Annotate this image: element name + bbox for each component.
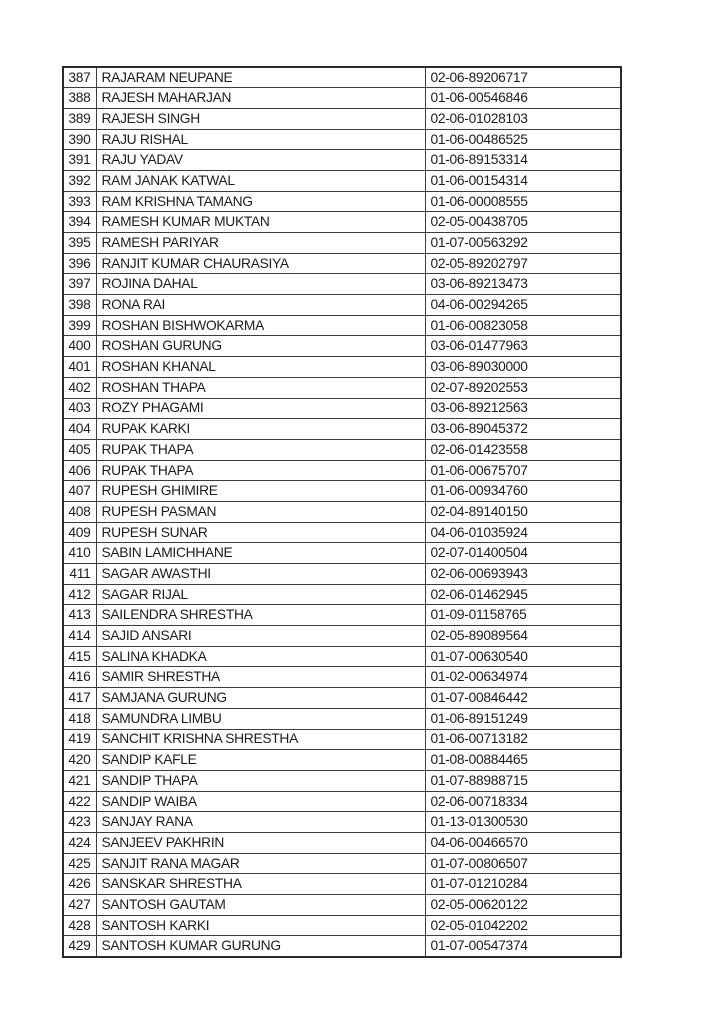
id-cell: 02-04-89140150 bbox=[425, 501, 621, 522]
serial-cell: 399 bbox=[63, 315, 96, 336]
serial-cell: 413 bbox=[63, 605, 96, 626]
serial-cell: 421 bbox=[63, 770, 96, 791]
table-row bbox=[63, 398, 621, 419]
table-row bbox=[63, 129, 621, 150]
name-cell: ROZY PHAGAMI bbox=[96, 398, 425, 419]
name-cell: RAMESH PARIYAR bbox=[96, 233, 425, 254]
serial-cell: 418 bbox=[63, 708, 96, 729]
name-cell: RAJESH MAHARJAN bbox=[96, 88, 425, 109]
serial-cell: 387 bbox=[63, 67, 96, 88]
name-cell: SANCHIT KRISHNA SHRESTHA bbox=[96, 729, 425, 750]
name-cell: SANJAY RANA bbox=[96, 812, 425, 833]
table-row bbox=[63, 67, 621, 88]
id-cell: 01-09-01158765 bbox=[425, 605, 621, 626]
id-cell: 02-05-89202797 bbox=[425, 253, 621, 274]
id-cell: 01-02-00634974 bbox=[425, 667, 621, 688]
serial-cell: 422 bbox=[63, 791, 96, 812]
serial-cell: 403 bbox=[63, 398, 96, 419]
name-cell: RANJIT KUMAR CHAURASIYA bbox=[96, 253, 425, 274]
table-row bbox=[63, 253, 621, 274]
table-row bbox=[63, 646, 621, 667]
table-row bbox=[63, 315, 621, 336]
serial-cell: 408 bbox=[63, 501, 96, 522]
id-cell: 01-07-00846442 bbox=[425, 688, 621, 709]
name-cell: RONA RAI bbox=[96, 295, 425, 316]
name-cell: SANDIP KAFLE bbox=[96, 750, 425, 771]
table-row bbox=[63, 233, 621, 254]
id-cell: 01-06-00934760 bbox=[425, 481, 621, 502]
table-row bbox=[63, 874, 621, 895]
serial-cell: 429 bbox=[63, 936, 96, 957]
serial-cell: 420 bbox=[63, 750, 96, 771]
id-cell: 03-06-89213473 bbox=[425, 274, 621, 295]
serial-cell: 419 bbox=[63, 729, 96, 750]
id-cell: 02-06-00718334 bbox=[425, 791, 621, 812]
serial-cell: 409 bbox=[63, 522, 96, 543]
table-body bbox=[63, 67, 621, 957]
id-cell: 02-05-01042202 bbox=[425, 915, 621, 936]
id-cell: 01-06-89151249 bbox=[425, 708, 621, 729]
id-cell: 04-06-00466570 bbox=[425, 832, 621, 853]
id-cell: 01-07-00547374 bbox=[425, 936, 621, 957]
name-cell: SAGAR AWASTHI bbox=[96, 564, 425, 585]
name-cell: RUPESH PASMAN bbox=[96, 501, 425, 522]
id-cell: 03-06-89045372 bbox=[425, 419, 621, 440]
serial-cell: 391 bbox=[63, 150, 96, 171]
serial-cell: 423 bbox=[63, 812, 96, 833]
table-row bbox=[63, 336, 621, 357]
table-row bbox=[63, 191, 621, 212]
name-cell: RAM KRISHNA TAMANG bbox=[96, 191, 425, 212]
table-row bbox=[63, 770, 621, 791]
table-row bbox=[63, 170, 621, 191]
id-cell: 04-06-01035924 bbox=[425, 522, 621, 543]
serial-cell: 395 bbox=[63, 233, 96, 254]
serial-cell: 407 bbox=[63, 481, 96, 502]
id-cell: 01-06-00675707 bbox=[425, 460, 621, 481]
name-cell: SANTOSH KUMAR GURUNG bbox=[96, 936, 425, 957]
table-row bbox=[63, 708, 621, 729]
id-cell: 01-07-00806507 bbox=[425, 853, 621, 874]
table-row bbox=[63, 688, 621, 709]
id-cell: 01-07-88988715 bbox=[425, 770, 621, 791]
name-cell: SABIN LAMICHHANE bbox=[96, 543, 425, 564]
name-cell: ROSHAN KHANAL bbox=[96, 357, 425, 378]
serial-cell: 417 bbox=[63, 688, 96, 709]
id-cell: 02-05-89089564 bbox=[425, 626, 621, 647]
table-row bbox=[63, 501, 621, 522]
id-cell: 01-07-01210284 bbox=[425, 874, 621, 895]
id-cell: 01-08-00884465 bbox=[425, 750, 621, 771]
table-row bbox=[63, 729, 621, 750]
name-cell: RUPAK THAPA bbox=[96, 460, 425, 481]
name-cell: RAM JANAK KATWAL bbox=[96, 170, 425, 191]
table-row bbox=[63, 626, 621, 647]
table-row bbox=[63, 915, 621, 936]
serial-cell: 424 bbox=[63, 832, 96, 853]
serial-cell: 416 bbox=[63, 667, 96, 688]
name-cell: RAMESH KUMAR MUKTAN bbox=[96, 212, 425, 233]
serial-cell: 392 bbox=[63, 170, 96, 191]
serial-cell: 402 bbox=[63, 377, 96, 398]
serial-cell: 425 bbox=[63, 853, 96, 874]
id-cell: 02-06-01028103 bbox=[425, 108, 621, 129]
id-cell: 02-06-89206717 bbox=[425, 67, 621, 88]
name-cell: ROSHAN GURUNG bbox=[96, 336, 425, 357]
serial-cell: 427 bbox=[63, 895, 96, 916]
table-row bbox=[63, 750, 621, 771]
name-cell: SANDIP THAPA bbox=[96, 770, 425, 791]
name-cell: SAMUNDRA LIMBU bbox=[96, 708, 425, 729]
serial-cell: 396 bbox=[63, 253, 96, 274]
name-cell: SAJID ANSARI bbox=[96, 626, 425, 647]
name-cell: SANSKAR SHRESTHA bbox=[96, 874, 425, 895]
id-cell: 01-06-89153314 bbox=[425, 150, 621, 171]
name-list-table bbox=[62, 66, 622, 958]
table-row bbox=[63, 439, 621, 460]
table-row bbox=[63, 460, 621, 481]
table-row bbox=[63, 936, 621, 957]
name-cell: RUPESH SUNAR bbox=[96, 522, 425, 543]
name-cell: SAILENDRA SHRESTHA bbox=[96, 605, 425, 626]
serial-cell: 414 bbox=[63, 626, 96, 647]
serial-cell: 410 bbox=[63, 543, 96, 564]
serial-cell: 401 bbox=[63, 357, 96, 378]
table-row bbox=[63, 212, 621, 233]
name-cell: RUPAK KARKI bbox=[96, 419, 425, 440]
table-row bbox=[63, 88, 621, 109]
id-cell: 01-06-00008555 bbox=[425, 191, 621, 212]
table-row bbox=[63, 667, 621, 688]
table-row bbox=[63, 791, 621, 812]
id-cell: 01-06-00546846 bbox=[425, 88, 621, 109]
serial-cell: 404 bbox=[63, 419, 96, 440]
serial-cell: 390 bbox=[63, 129, 96, 150]
name-cell: SANTOSH GAUTAM bbox=[96, 895, 425, 916]
id-cell: 01-06-00486525 bbox=[425, 129, 621, 150]
serial-cell: 415 bbox=[63, 646, 96, 667]
serial-cell: 398 bbox=[63, 295, 96, 316]
table-row bbox=[63, 357, 621, 378]
serial-cell: 405 bbox=[63, 439, 96, 460]
name-cell: SALINA KHADKA bbox=[96, 646, 425, 667]
name-cell: RAJU YADAV bbox=[96, 150, 425, 171]
id-cell: 02-07-01400504 bbox=[425, 543, 621, 564]
name-cell: ROSHAN THAPA bbox=[96, 377, 425, 398]
name-cell: ROJINA DAHAL bbox=[96, 274, 425, 295]
serial-cell: 394 bbox=[63, 212, 96, 233]
table-row bbox=[63, 150, 621, 171]
table-row bbox=[63, 564, 621, 585]
id-cell: 01-06-00823058 bbox=[425, 315, 621, 336]
name-cell: RAJESH SINGH bbox=[96, 108, 425, 129]
id-cell: 01-06-00713182 bbox=[425, 729, 621, 750]
table-row bbox=[63, 108, 621, 129]
id-cell: 01-07-00630540 bbox=[425, 646, 621, 667]
table-row bbox=[63, 419, 621, 440]
name-cell: ROSHAN BISHWOKARMA bbox=[96, 315, 425, 336]
table-row bbox=[63, 543, 621, 564]
serial-cell: 411 bbox=[63, 564, 96, 585]
id-cell: 03-06-01477963 bbox=[425, 336, 621, 357]
name-cell: RAJARAM NEUPANE bbox=[96, 67, 425, 88]
table-row bbox=[63, 522, 621, 543]
serial-cell: 393 bbox=[63, 191, 96, 212]
serial-cell: 428 bbox=[63, 915, 96, 936]
id-cell: 01-06-00154314 bbox=[425, 170, 621, 191]
table-row bbox=[63, 295, 621, 316]
table-row bbox=[63, 895, 621, 916]
name-cell: SANJEEV PAKHRIN bbox=[96, 832, 425, 853]
name-cell: SANTOSH KARKI bbox=[96, 915, 425, 936]
table-row bbox=[63, 812, 621, 833]
id-cell: 03-06-89212563 bbox=[425, 398, 621, 419]
serial-cell: 412 bbox=[63, 584, 96, 605]
id-cell: 02-05-00620122 bbox=[425, 895, 621, 916]
table-row bbox=[63, 853, 621, 874]
serial-cell: 426 bbox=[63, 874, 96, 895]
serial-cell: 406 bbox=[63, 460, 96, 481]
table-row bbox=[63, 481, 621, 502]
table-row bbox=[63, 377, 621, 398]
table-row bbox=[63, 584, 621, 605]
serial-cell: 388 bbox=[63, 88, 96, 109]
id-cell: 02-06-00693943 bbox=[425, 564, 621, 585]
name-cell: SAMJANA GURUNG bbox=[96, 688, 425, 709]
name-cell: SANDIP WAIBA bbox=[96, 791, 425, 812]
name-cell: SAGAR RIJAL bbox=[96, 584, 425, 605]
serial-cell: 400 bbox=[63, 336, 96, 357]
id-cell: 01-13-01300530 bbox=[425, 812, 621, 833]
table-row bbox=[63, 832, 621, 853]
serial-cell: 389 bbox=[63, 108, 96, 129]
id-cell: 02-05-00438705 bbox=[425, 212, 621, 233]
name-cell: RUPESH GHIMIRE bbox=[96, 481, 425, 502]
table-row bbox=[63, 274, 621, 295]
id-cell: 01-07-00563292 bbox=[425, 233, 621, 254]
id-cell: 02-06-01462945 bbox=[425, 584, 621, 605]
id-cell: 02-06-01423558 bbox=[425, 439, 621, 460]
table-row bbox=[63, 605, 621, 626]
name-cell: RUPAK THAPA bbox=[96, 439, 425, 460]
name-cell: SANJIT RANA MAGAR bbox=[96, 853, 425, 874]
serial-cell: 397 bbox=[63, 274, 96, 295]
id-cell: 03-06-89030000 bbox=[425, 357, 621, 378]
name-cell: RAJU RISHAL bbox=[96, 129, 425, 150]
id-cell: 04-06-00294265 bbox=[425, 295, 621, 316]
name-cell: SAMIR SHRESTHA bbox=[96, 667, 425, 688]
id-cell: 02-07-89202553 bbox=[425, 377, 621, 398]
